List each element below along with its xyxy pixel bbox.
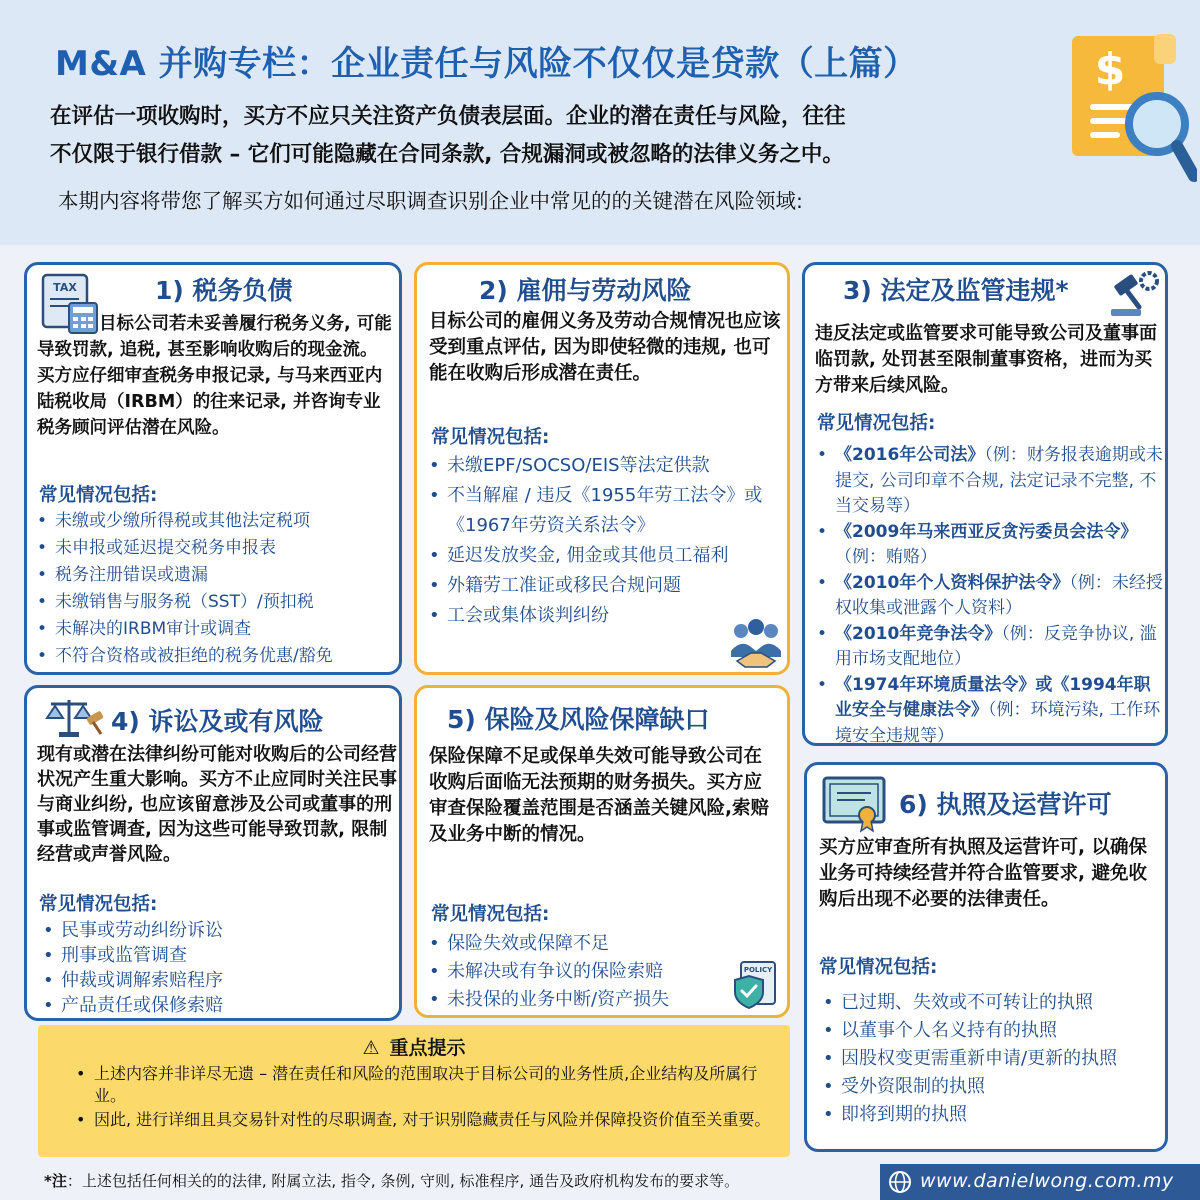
intro-line-2: 不仅限于银行借款 – 它们可能隐藏在合同条款, 合规漏洞或被忽略的法律义务之中。 bbox=[50, 142, 844, 167]
card-subheading: 常见情况包括: bbox=[39, 894, 158, 915]
tax-label: TAX bbox=[53, 281, 77, 294]
list-item: • 未申报或延迟提交税务申报表 bbox=[33, 535, 393, 562]
list-item: • 已过期、失效或不可转让的执照 bbox=[819, 989, 1167, 1017]
card-subheading: 常见情况包括: bbox=[817, 413, 936, 434]
card-employment-risk bbox=[414, 262, 790, 675]
intro-subtext: 本期内容将带您了解买方如何通过尽职调查识别企业中常见的的关键潜在风险领域: bbox=[58, 189, 803, 213]
list-item: • 保险失效或保障不足 bbox=[425, 930, 725, 958]
list-item: • 未解决或有争议的保险索赔 bbox=[425, 958, 725, 986]
card-list bbox=[33, 508, 393, 670]
list-item: • 以董事个人名义持有的执照 bbox=[819, 1017, 1167, 1045]
law-name: 《2010年个人资料保护法令》 bbox=[835, 572, 1070, 593]
card-title: 1) 税务负债 bbox=[155, 276, 293, 305]
handshake-team-icon bbox=[727, 617, 785, 669]
law-name: 《2016年公司法》 bbox=[835, 445, 985, 465]
list-item: • 受外资限制的执照 bbox=[819, 1073, 1167, 1101]
list-item: • 不符合资格或被拒绝的税务优惠/豁免 bbox=[33, 643, 393, 670]
tip-title: 重点提示 bbox=[389, 1037, 466, 1059]
list-item: • 未缴销售与服务税（SST）/预扣税 bbox=[33, 589, 393, 616]
website-bar[interactable] bbox=[880, 1164, 1200, 1200]
list-item: • 因股权变更需重新申请/更新的执照 bbox=[819, 1045, 1167, 1073]
card-subheading: 常见情况包括: bbox=[39, 485, 158, 506]
gavel-gear-icon bbox=[1105, 269, 1163, 319]
card-description: 保险保障不足或保单失效可能导致公司在收购后面临无法预期的财务损失。买方应审查保险覆盖范围是否涵盖关键风险,索赔及业务中断的情况。 bbox=[429, 746, 770, 845]
card-subheading: 常见情况包括: bbox=[819, 957, 938, 978]
list-item: • 未缴EPF/SOCSO/EIS等法定供款 bbox=[425, 451, 771, 481]
intro-line-1: 在评估一项收购时，买方不应只关注资产负债表层面。企业的潜在责任与风险，往往 bbox=[50, 104, 846, 129]
list-item bbox=[813, 622, 1163, 673]
intro-text bbox=[50, 98, 1060, 174]
law-name: 《2009年马来西亚反贪污委员会法令》 bbox=[835, 521, 1138, 542]
card-list bbox=[813, 443, 1163, 746]
law-note: （例：财务报表逾期或未提交, 公司印章不合规, 法定记录不完整, 不当交易等） bbox=[835, 445, 1163, 516]
tip-heading bbox=[38, 1033, 790, 1060]
website-link[interactable]: www.danielwong.com.my bbox=[920, 1170, 1174, 1192]
list-item: • 未投保的业务中断/资产损失 bbox=[425, 986, 725, 1014]
card-list bbox=[425, 451, 771, 631]
card-description: 买方应审查所有执照及运营许可, 以确保业务可持续经营并符合监管要求, 避免收购后出现不必要的法律责任。 bbox=[819, 837, 1147, 910]
list-item: • 民事或劳动纠纷诉讼 bbox=[39, 918, 385, 943]
list-item: • 刑事或监管调查 bbox=[39, 943, 385, 968]
card-title: 3) 法定及监管违规* bbox=[843, 276, 1069, 305]
list-item: • 外籍劳工准证或移民合规问题 bbox=[425, 571, 771, 601]
certificate-icon bbox=[821, 775, 887, 833]
list-item bbox=[813, 520, 1163, 571]
card-list bbox=[819, 989, 1167, 1129]
law-note: （例：环境污染, 工作环境安全违规等） bbox=[835, 700, 1161, 746]
card-title: 5) 保险及风险保障缺口 bbox=[447, 705, 710, 734]
list-item bbox=[813, 571, 1163, 622]
list-item: • 即将到期的执照 bbox=[819, 1101, 1167, 1129]
list-item: • 工会或集体谈判纠纷 bbox=[425, 601, 771, 631]
list-item: • 不当解雇 / 违反《1955年劳工法令》或《1967年劳资关系法令》 bbox=[425, 481, 771, 541]
dollar-document-magnifier-icon bbox=[1062, 26, 1197, 186]
globe-icon bbox=[888, 1170, 912, 1194]
card-description: 违反法定或监管要求可能导致公司及董事面临罚款, 处罚甚至限制董事资格，进而为买方带来后续风险。 bbox=[815, 323, 1157, 396]
card-licence-permit bbox=[804, 762, 1168, 1152]
scales-gavel-icon bbox=[45, 694, 107, 740]
key-tip-box bbox=[38, 1025, 790, 1157]
list-item: • 税务注册错误或遗漏 bbox=[33, 562, 393, 589]
law-note: （例：反竞争协议, 滥用市场支配地位） bbox=[835, 623, 1157, 669]
card-subheading: 常见情况包括: bbox=[431, 427, 550, 448]
list-item bbox=[813, 673, 1163, 747]
tip-item: • 因此, 进行详细且具交易针对性的尽职调查, 对于识别隐藏责任与风险并保障投资价值至关重要。 bbox=[76, 1109, 776, 1131]
law-note: （例：未经授权收集或泄露个人资料） bbox=[835, 572, 1163, 618]
card-insurance-gap bbox=[414, 685, 790, 1018]
card-description: 目标公司的雇佣义务及劳动合规情况也应该受到重点评估, 因为即使轻微的违规, 也可能在收购后形成潜在责任。 bbox=[429, 311, 781, 384]
card-regulatory-violation bbox=[802, 262, 1168, 746]
card-description: 现有或潜在法律纠纷可能对收购后的公司经营状况产生重大影响。买方不止应同时关注民事与商业纠纷, 也应该留意涉及公司或董事的刑事或监管调查, 因为这些可能导致罚款, 限制经营或声誉风险。 bbox=[37, 744, 397, 865]
card-subheading: 常见情况包括: bbox=[431, 904, 550, 925]
card-tax-liability bbox=[24, 262, 402, 675]
law-note: （例：贿赂） bbox=[835, 547, 937, 567]
list-item: • 产品责任或保修索赔 bbox=[39, 993, 385, 1018]
page-title: M&A 并购专栏：企业责任与风险不仅仅是贷款（上篇） bbox=[55, 44, 918, 84]
law-name: 《2010年竞争法令》 bbox=[835, 623, 1002, 644]
policy-label: POLICY bbox=[743, 966, 773, 974]
policy-shield-icon bbox=[731, 960, 781, 1010]
law-name: 《1974年环境质量法令》或《1994年职业安全与健康法令》 bbox=[835, 674, 1151, 720]
svg-text:$: $ bbox=[1094, 44, 1126, 95]
tip-item: • 上述内容并非详尽无遗 – 潜在责任和风险的范围取决于目标公司的业务性质,企业结构及所属行业。 bbox=[76, 1063, 776, 1107]
list-item: • 未解决的IRBM审计或调查 bbox=[33, 616, 393, 643]
card-title: 6) 执照及运营许可 bbox=[899, 790, 1112, 819]
card-description: 目标公司若未妥善履行税务义务, 可能导致罚款, 追税, 甚至影响收购后的现金流。买方应仔细审查税务申报记录, 与马来西亚内陆税收局（IRBM）的往来记录, 并咨询专业税务顾问评估潜在风险。 bbox=[37, 314, 392, 438]
tip-list bbox=[76, 1063, 776, 1133]
card-litigation-risk bbox=[24, 685, 402, 1021]
footnote-text: ：上述包括任何相关的的法律, 附属立法, 指令, 条例, 守则, 标准程序, 通告及政府机构发布的要求等。 bbox=[66, 1172, 740, 1190]
list-item: • 延迟发放奖金, 佣金或其他员工福利 bbox=[425, 541, 771, 571]
list-item: • 未缴或少缴所得税或其他法定税项 bbox=[33, 508, 393, 535]
warning-icon: ⚠ bbox=[362, 1037, 380, 1059]
card-title: 4) 诉讼及或有风险 bbox=[111, 707, 324, 736]
card-title: 2) 雇佣与劳动风险 bbox=[479, 276, 692, 305]
card-list bbox=[425, 930, 725, 1014]
list-item bbox=[813, 443, 1163, 520]
footnote-mark: *注 bbox=[44, 1172, 67, 1190]
card-list bbox=[39, 918, 385, 1018]
list-item: • 仲裁或调解索赔程序 bbox=[39, 968, 385, 993]
footnote bbox=[44, 1170, 739, 1191]
